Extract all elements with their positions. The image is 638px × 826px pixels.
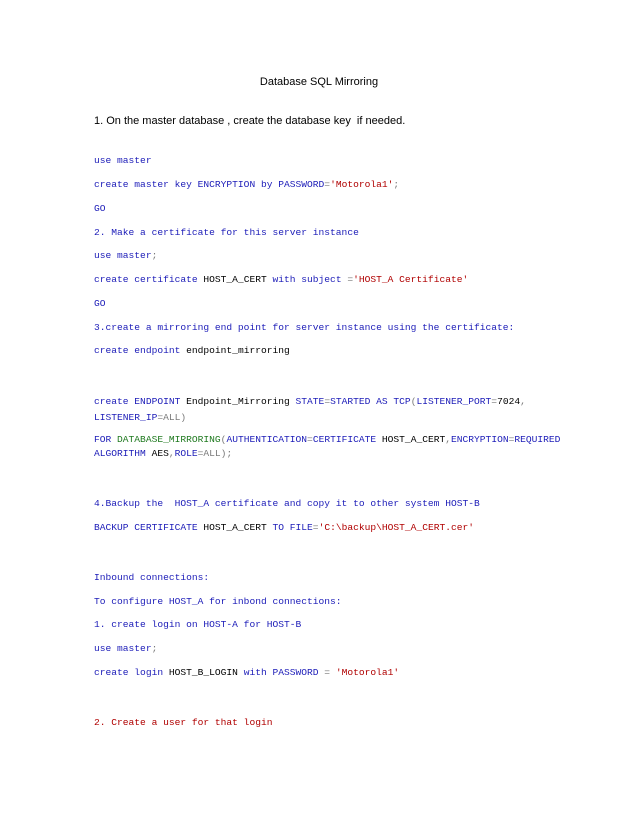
code-token: = xyxy=(307,434,313,445)
code-token: ; xyxy=(151,250,158,261)
code-token: 7024 xyxy=(497,396,521,407)
code-token: ; xyxy=(151,643,158,654)
code-token: = xyxy=(324,179,331,190)
code-token: ALGORITHM xyxy=(94,448,152,459)
code-token: AUTHENTICATION xyxy=(226,434,308,445)
code-token: endpoint_mirroring xyxy=(186,345,290,356)
code-token: HOST_A_CERT xyxy=(203,522,273,533)
code-backup-certificate xyxy=(94,520,474,536)
code-token: AES xyxy=(151,448,169,459)
code-token: =ALL) xyxy=(157,412,187,423)
code-token: FOR xyxy=(94,434,118,445)
code-token: =ALL); xyxy=(197,448,233,459)
code-token: CERTIFICATE xyxy=(312,434,382,445)
code-use-master-2 xyxy=(94,248,157,264)
code-token: HOST_A_CERT xyxy=(203,274,273,285)
code-token: Endpoint_Mirroring xyxy=(186,396,296,407)
code-token: ROLE xyxy=(174,448,198,459)
code-token: HOST_A_CERT xyxy=(381,434,446,445)
code-endpoint-line-4 xyxy=(94,446,232,462)
code-token: = xyxy=(508,434,515,445)
code-token: STARTED AS TCP xyxy=(330,396,411,407)
code-token: with PASSWORD xyxy=(243,667,325,678)
code-token: ENCRYPTION xyxy=(451,434,509,445)
code-token: 'HOST_A Certificate' xyxy=(353,274,469,285)
code-use-master-3 xyxy=(94,641,157,657)
code-token: with subject xyxy=(272,274,348,285)
code-endpoint-line-2 xyxy=(94,410,186,426)
step-1-text: 1. On the master database , create the database key if needed. xyxy=(94,115,406,127)
code-token: = xyxy=(324,667,336,678)
code-token: DATABASE_MIRRORING xyxy=(117,434,221,445)
code-token: 'Motorola1' xyxy=(335,667,400,678)
code-token: 'Motorola1' xyxy=(330,179,394,190)
code-token: = xyxy=(324,396,331,407)
code-token: STATE xyxy=(295,396,325,407)
configure-text: To configure HOST_A for inbond connections: xyxy=(94,596,342,607)
code-create-login xyxy=(94,665,399,681)
code-token: BACKUP CERTIFICATE xyxy=(94,522,204,533)
code-create-certificate xyxy=(94,272,468,288)
code-create-endpoint xyxy=(94,343,290,359)
code-token: = xyxy=(491,396,498,407)
code-endpoint-line-1 xyxy=(94,394,526,410)
code-token: use master xyxy=(94,250,152,261)
code-token: create master key ENCRYPTION by PASSWORD xyxy=(94,179,325,190)
code-token: TO FILE xyxy=(272,522,313,533)
code-token: REQUIRED xyxy=(514,434,561,445)
code-token: create certificate xyxy=(94,274,204,285)
code-token: , xyxy=(520,396,526,407)
code-go-1: GO xyxy=(94,203,106,214)
code-use-master: use master xyxy=(94,155,152,166)
code-token: HOST_B_LOGIN xyxy=(168,667,244,678)
step-3-text: 3.create a mirroring end point for server instance using the certificate: xyxy=(94,322,515,333)
code-create-master-key xyxy=(94,177,399,193)
code-token: create login xyxy=(94,667,169,678)
inbound-heading: Inbound connections: xyxy=(94,572,210,583)
code-token: ( xyxy=(410,396,417,407)
code-token: 'C:\backup\HOST_A_CERT.cer' xyxy=(318,522,475,533)
code-token: create endpoint xyxy=(94,345,187,356)
code-token: ( xyxy=(220,434,227,445)
substep-2-text: 2. Create a user for that login xyxy=(94,717,273,728)
code-token: = xyxy=(312,522,319,533)
step-4-text: 4.Backup the HOST_A certificate and copy it to other system HOST-B xyxy=(94,498,480,509)
code-go-2: GO xyxy=(94,298,106,309)
code-token: ; xyxy=(393,179,400,190)
code-token: = xyxy=(347,274,354,285)
code-token: create ENDPOINT xyxy=(94,396,187,407)
code-token: use master xyxy=(94,643,152,654)
step-2-text: 2. Make a certificate for this server instance xyxy=(94,227,359,238)
code-token: LISTENER_PORT xyxy=(416,396,492,407)
substep-1-text: 1. create login on HOST-A for HOST-B xyxy=(94,619,302,630)
code-token: , xyxy=(168,448,175,459)
page-title: Database SQL Mirroring xyxy=(259,76,379,88)
code-token: LISTENER_IP xyxy=(94,412,158,423)
code-token: , xyxy=(445,434,452,445)
